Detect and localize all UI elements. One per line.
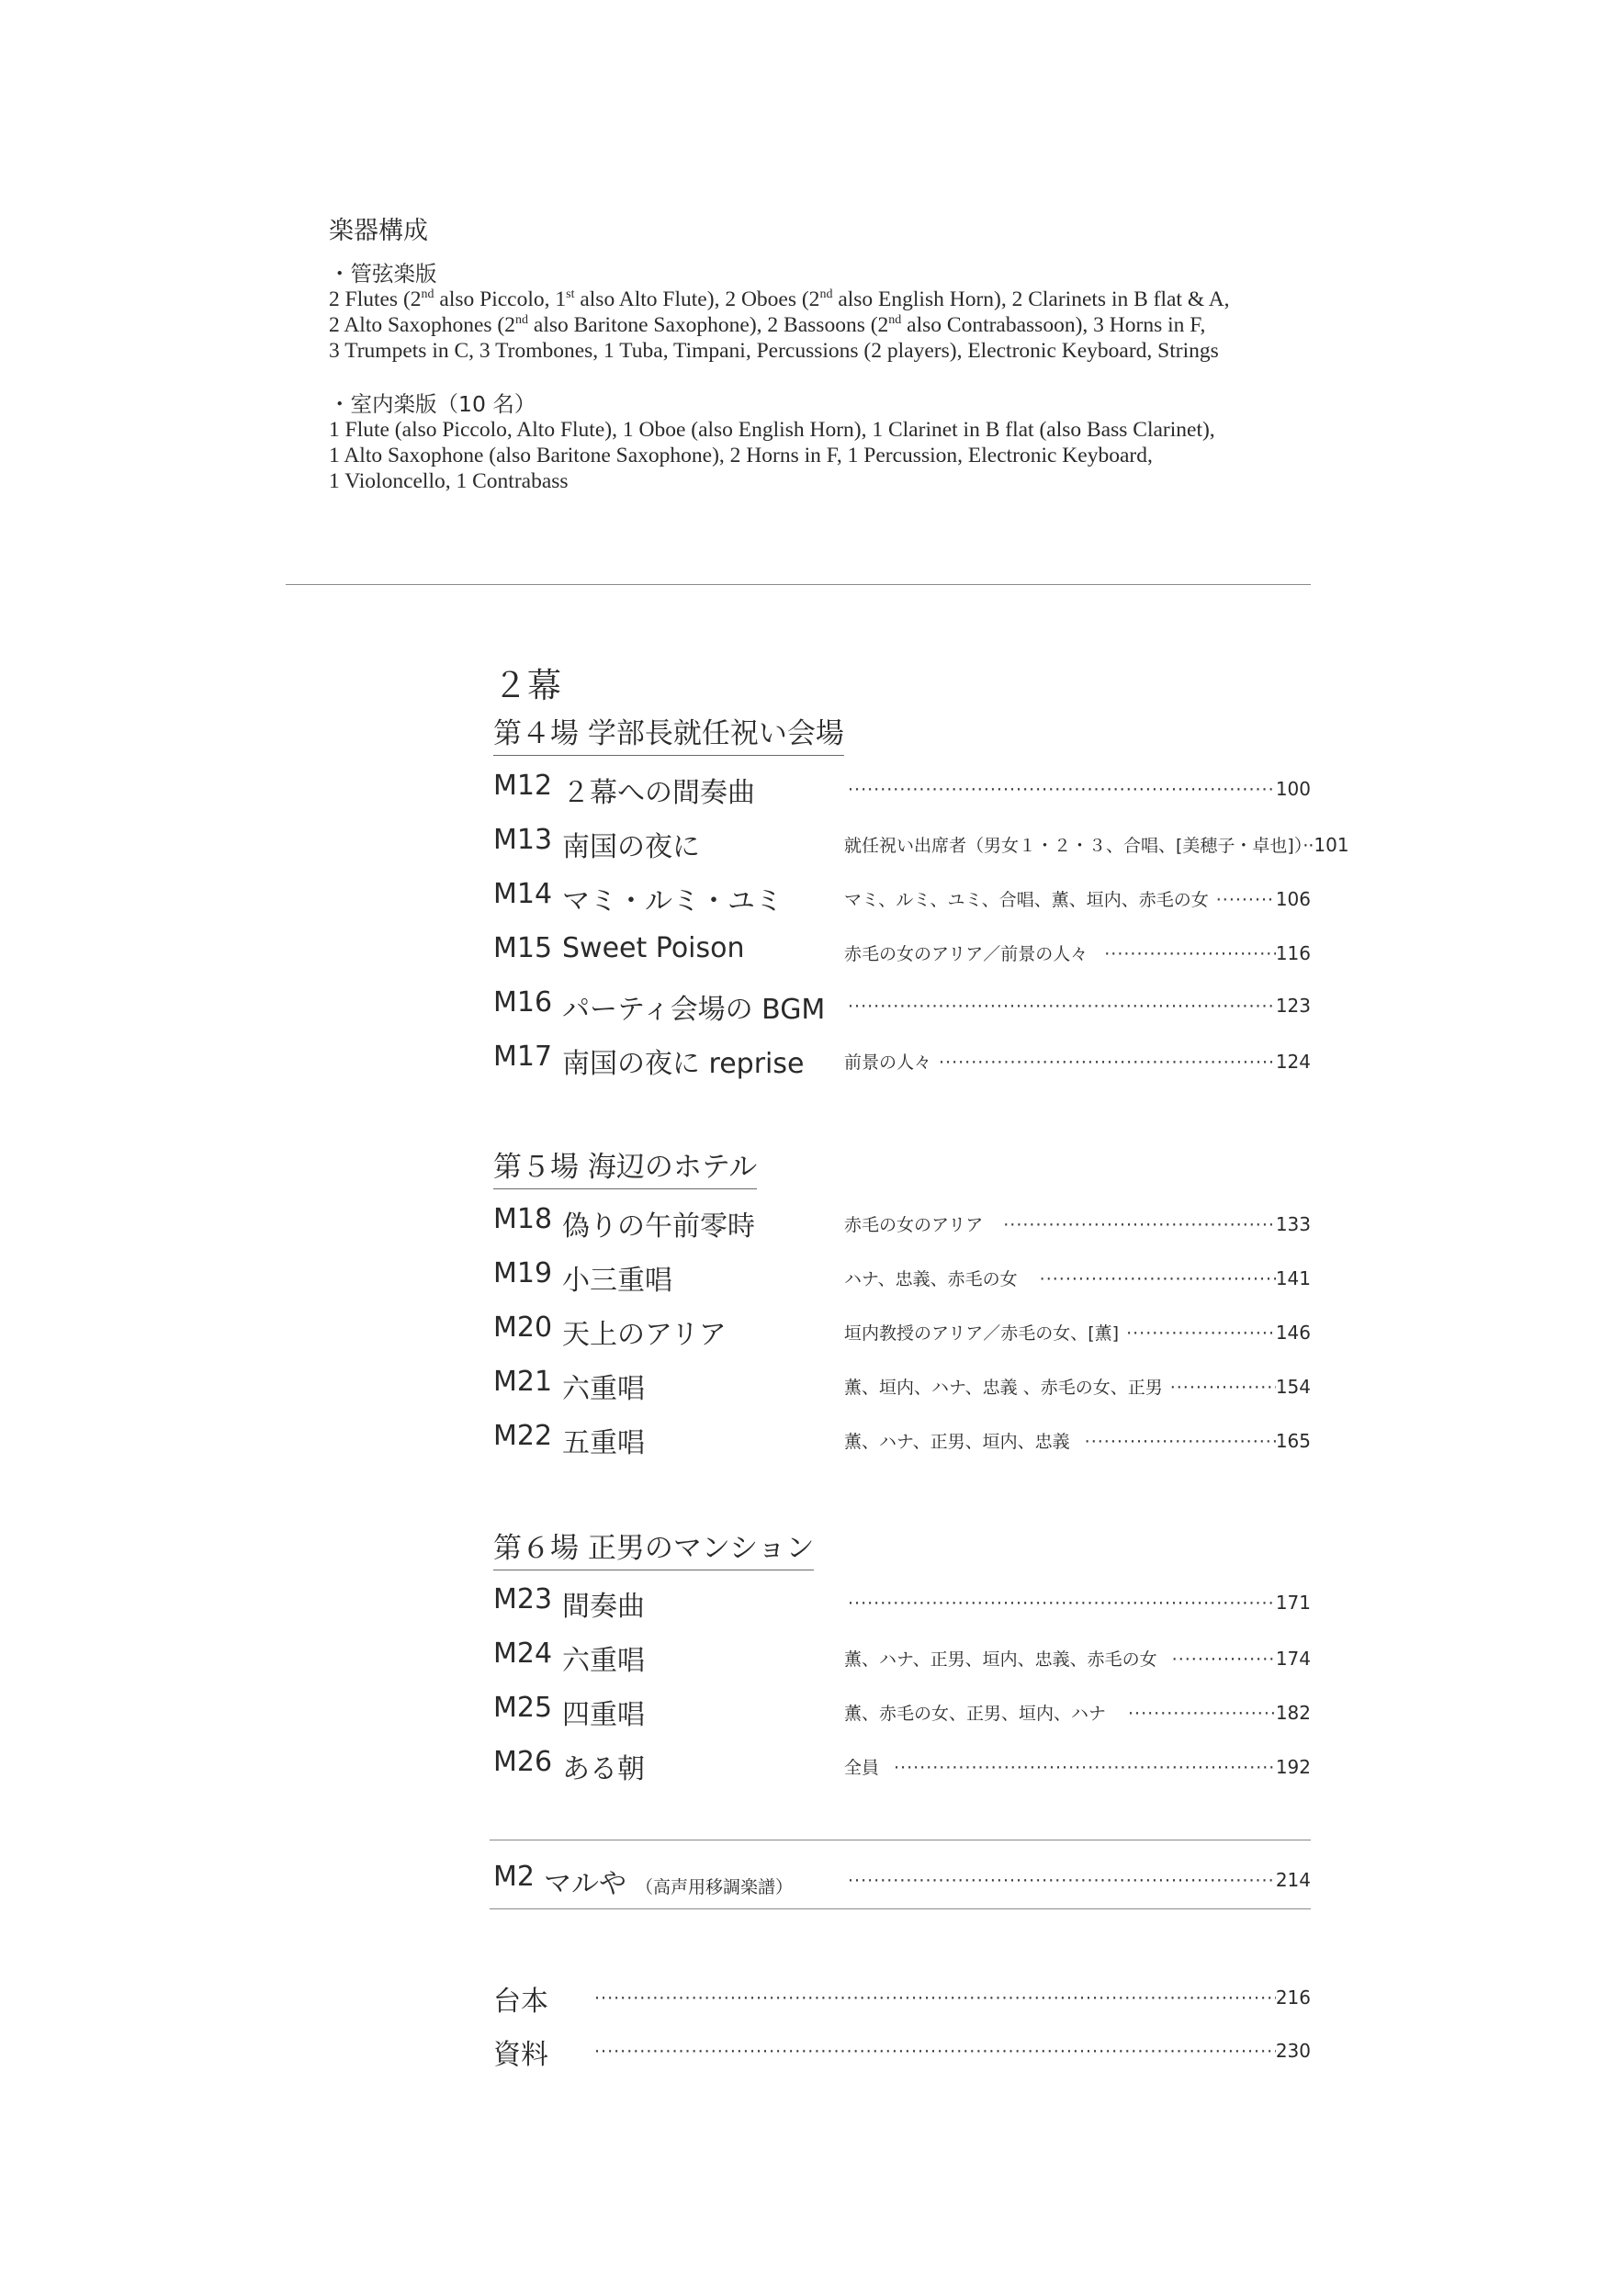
toc-entry[interactable] (493, 1366, 1311, 1405)
dot-leader (1128, 1704, 1276, 1724)
entry-number: M20 (493, 1311, 553, 1344)
entry-title: 四重唱 (562, 1699, 645, 1731)
entry-number: M23 (493, 1583, 553, 1615)
entry-title: Sweet Poison (562, 932, 745, 964)
entry-cast: 垣内教授のアリア／赤毛の女、[薫] (844, 1323, 1120, 1344)
toc-entry[interactable] (493, 1041, 1311, 1080)
entry-number: M18 (493, 1203, 553, 1235)
entry-cast: 全員 (844, 1758, 880, 1778)
entry-number: M14 (493, 878, 553, 910)
dot-leader (1085, 1432, 1276, 1452)
toc-entry-materials[interactable] (493, 2032, 1311, 2071)
entry-number: M2 (493, 1861, 535, 1893)
chamber-version-label: ・室内楽版（10 名） (329, 391, 536, 417)
entry-page: 165 (1275, 1430, 1311, 1452)
entry-number: M21 (493, 1366, 553, 1398)
instrumentation-block (329, 219, 1358, 494)
entry-title: 五重唱 (562, 1427, 645, 1459)
toc-entry[interactable] (493, 1861, 1311, 1900)
entry-page: 216 (1275, 1986, 1311, 2009)
dot-leader (894, 1758, 1276, 1778)
toc-entry[interactable] (493, 1311, 1311, 1351)
dot-leader (1003, 1215, 1276, 1235)
entry-cast: 薫、ハナ、正男、垣内、忠義、赤毛の女 (844, 1649, 1157, 1670)
entry-title: ２幕への間奏曲 (562, 777, 755, 809)
entry-title: 小三重唱 (562, 1265, 672, 1297)
entry-page: 230 (1275, 2040, 1311, 2062)
entry-title: ある朝 (562, 1753, 645, 1785)
toc-entry[interactable] (493, 770, 1311, 809)
chamber-line-3: 1 Violoncello, 1 Contrabass (329, 469, 569, 493)
toc-entry[interactable] (493, 824, 1349, 863)
dot-leader (594, 2042, 1276, 2062)
orchestra-version-label: ・管弦楽版 (329, 261, 437, 287)
instrumentation-heading: 楽器構成 (329, 217, 428, 245)
chamber-line-2: 1 Alto Saxophone (also Baritone Saxophone), 2 Horns in F, 1 Percussion, Electronic Keyboard, (329, 444, 1153, 467)
toc-entry[interactable] (493, 1203, 1311, 1243)
entry-page: 154 (1275, 1376, 1311, 1398)
toc-entry[interactable] (493, 932, 1311, 969)
entry-page: 100 (1275, 778, 1311, 800)
entry-page: 116 (1275, 942, 1311, 964)
entry-cast: 薫、垣内、ハナ、忠義 、赤毛の女、正男 (844, 1378, 1163, 1398)
entry-page: 133 (1275, 1213, 1311, 1235)
entry-title: パーティ会場の BGM (562, 994, 826, 1026)
entry-page: 101 (1314, 834, 1349, 856)
entry-page: 123 (1275, 995, 1311, 1017)
entry-note: （高声用移調楽譜） (636, 1877, 794, 1897)
entry-number: M12 (493, 770, 553, 802)
entry-cast: 赤毛の女のアリア (844, 1215, 984, 1235)
scene-title-4: 第４場 学部長就任祝い会場 (493, 710, 844, 756)
dot-leader (939, 1052, 1276, 1073)
act-title: ２幕 (493, 666, 561, 705)
entry-title: 間奏曲 (562, 1591, 645, 1623)
entry-title: マミ・ルミ・ユミ (562, 885, 783, 917)
toc-entry[interactable] (493, 1420, 1311, 1457)
entry-cast: マミ、ルミ、ユミ、合唱、薫、垣内、赤毛の女 (844, 890, 1209, 910)
chamber-line-1: 1 Flute (also Piccolo, Alto Flute), 1 Oboe (also English Horn), 1 Clarinet in B flat (also Bass Clarinet), (329, 418, 1215, 442)
entry-cast: 前景の人々 (844, 1052, 932, 1073)
section-divider (286, 584, 1311, 585)
toc-entry[interactable] (493, 1583, 1311, 1623)
entry-number: M26 (493, 1746, 553, 1778)
orchestra-line-1: 2 Flutes (2nd also Piccolo, 1st also Alto Flute), 2 Oboes (2nd also English Horn), 2 Clarinets in B flat & A, (329, 287, 1230, 311)
entry-page: 192 (1275, 1756, 1311, 1778)
entry-title: 六重唱 (562, 1645, 645, 1677)
dot-leader (1104, 944, 1276, 964)
entry-title: マルや （高声用移調楽譜） (544, 1868, 794, 1900)
entry-title: 台本 (493, 1986, 548, 2018)
entry-page: 182 (1275, 1702, 1311, 1724)
toc-entry[interactable] (493, 1257, 1311, 1297)
toc-entry[interactable] (493, 878, 1311, 915)
entry-cast: 就任祝い出席者（男女１・２・３、合唱、[美穂子・卓也]）·· (844, 836, 1314, 856)
dot-leader (1172, 1649, 1276, 1670)
entry-number: M15 (493, 932, 553, 964)
toc-entry[interactable] (493, 1746, 1311, 1783)
entry-page: 171 (1275, 1592, 1311, 1614)
dot-leader (848, 1593, 1276, 1614)
entry-cast: 薫、赤毛の女、正男、垣内、ハナ (844, 1704, 1107, 1724)
dot-leader (1040, 1269, 1276, 1289)
toc-entry[interactable] (493, 1692, 1311, 1731)
entry-title: 六重唱 (562, 1373, 645, 1405)
entry-title: 天上のアリア (562, 1319, 727, 1351)
scene-title-6: 第６場 正男のマンション (493, 1525, 814, 1570)
entry-page: 124 (1275, 1051, 1311, 1073)
entry-title: 南国の夜に reprise (562, 1048, 805, 1080)
orchestra-line-2: 2 Alto Saxophones (2nd also Baritone Saxophone), 2 Bassoons (2nd also Contrabassoon), 3 Horns in F, (329, 313, 1206, 337)
entry-number: M13 (493, 824, 553, 856)
entry-number: M22 (493, 1420, 553, 1452)
entry-title: 偽りの午前零時 (562, 1210, 755, 1243)
dot-leader (1126, 1323, 1276, 1344)
entry-cast: 薫、ハナ、正男、垣内、忠義 (844, 1432, 1070, 1452)
dot-leader (1170, 1378, 1276, 1398)
dot-leader (848, 780, 1276, 800)
toc-entry[interactable] (493, 1638, 1311, 1677)
divider-bottom (490, 1908, 1311, 1909)
entry-title: 南国の夜に (562, 831, 700, 863)
entry-page: 106 (1275, 888, 1311, 910)
entry-number: M16 (493, 986, 553, 1019)
entry-page: 214 (1275, 1869, 1311, 1891)
entry-number: M25 (493, 1692, 553, 1724)
dot-leader (594, 1988, 1276, 2009)
dot-leader (848, 1871, 1276, 1891)
dot-leader (848, 996, 1276, 1017)
orchestra-line-3: 3 Trumpets in C, 3 Trombones, 1 Tuba, Timpani, Percussions (2 players), Electronic Keyboard, Strings (329, 339, 1219, 363)
dot-leader (1216, 890, 1276, 910)
toc-entry[interactable] (493, 986, 1311, 1026)
scene-title-5: 第５場 海辺のホテル (493, 1143, 757, 1189)
entry-page: 146 (1275, 1322, 1311, 1344)
entry-page: 141 (1275, 1267, 1311, 1289)
entry-title: 資料 (493, 2039, 548, 2071)
toc-entry-script[interactable] (493, 1978, 1311, 2018)
entry-cast: ハナ、忠義、赤毛の女 (844, 1269, 1018, 1289)
entry-number: M24 (493, 1638, 553, 1670)
entry-page: 174 (1275, 1648, 1311, 1670)
entry-number: M19 (493, 1257, 553, 1289)
entry-cast: 赤毛の女のアリア／前景の人々 (844, 944, 1088, 964)
entry-number: M17 (493, 1041, 553, 1073)
